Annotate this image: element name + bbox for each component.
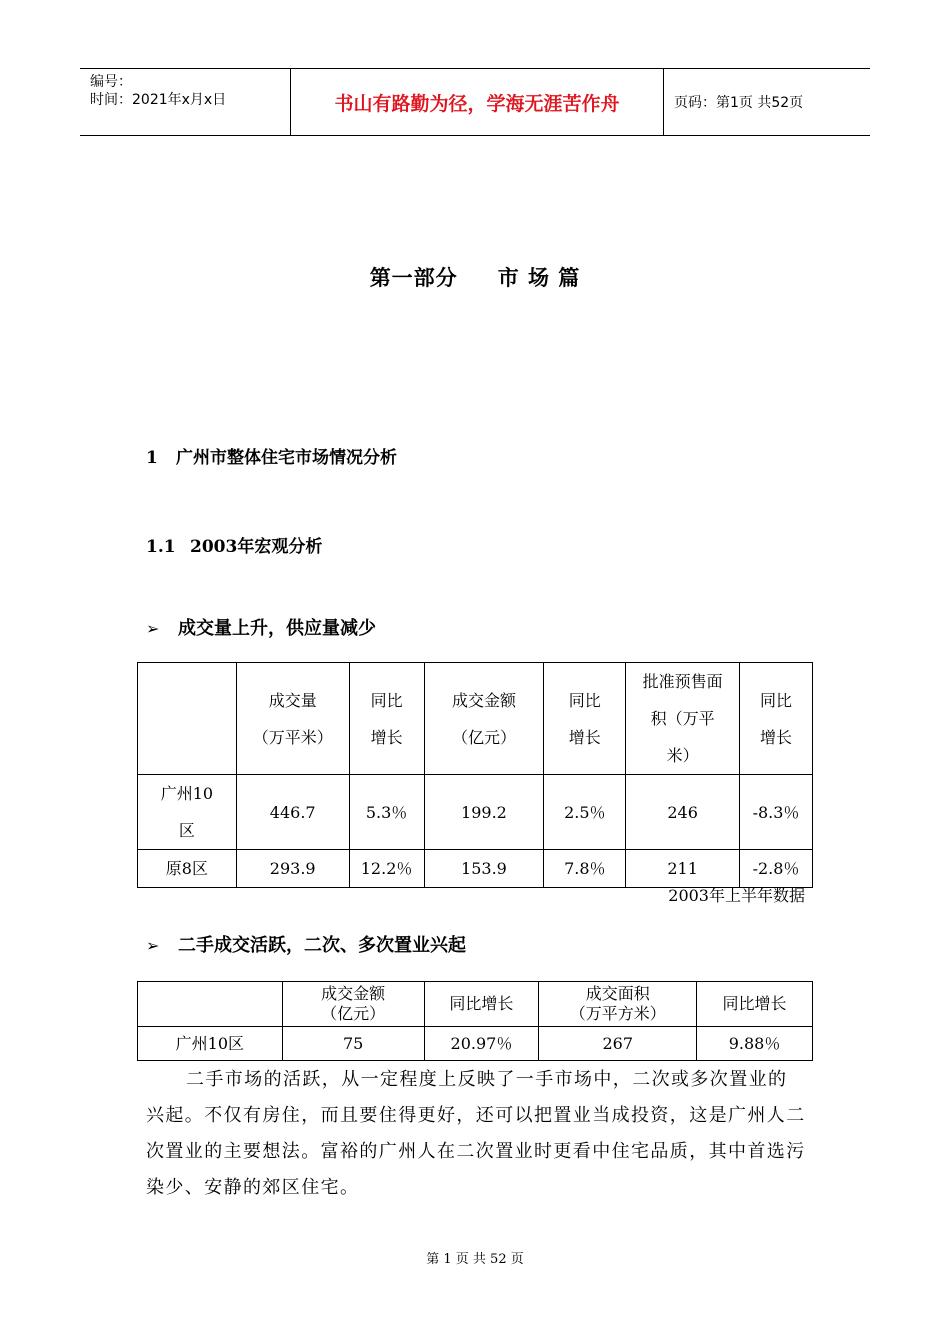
table-header-cell: 成交金额 （亿元） bbox=[424, 663, 544, 775]
table-cell: 246 bbox=[626, 775, 740, 850]
table-cell: 5.3％ bbox=[349, 775, 424, 850]
table-cell: 446.7 bbox=[236, 775, 349, 850]
table-header-cell: 同比增长 bbox=[424, 982, 539, 1027]
table-row bbox=[138, 850, 813, 888]
table-header-cell: 成交金额 （亿元） bbox=[282, 982, 424, 1027]
table-header-cell: 同比 增长 bbox=[349, 663, 424, 775]
table-corner-cell bbox=[138, 982, 283, 1027]
table-header-cell: 批准预售面 积（万平 米） bbox=[626, 663, 740, 775]
table-header-cell: 成交面积 （万平方米） bbox=[539, 982, 697, 1027]
table-cell: 7.8％ bbox=[544, 850, 626, 888]
bullet-2-text: 二手成交活跃，二次、多次置业兴起 bbox=[178, 935, 466, 956]
table-cell: -8.3％ bbox=[740, 775, 813, 850]
header-number-label: 编号： bbox=[90, 74, 132, 90]
header-page-info: 页码：第1页 共52页 bbox=[674, 95, 804, 111]
market-volume-table bbox=[137, 662, 813, 888]
table-cell: 20.97％ bbox=[424, 1027, 539, 1061]
table-cell: -2.8％ bbox=[740, 850, 813, 888]
part-title-left: 第一部分 bbox=[369, 266, 458, 290]
table-cell: 153.9 bbox=[424, 850, 544, 888]
row-label-cell: 广州10 区 bbox=[138, 775, 237, 850]
page-header bbox=[80, 68, 870, 136]
table-header-row bbox=[138, 982, 813, 1027]
table-cell: 75 bbox=[282, 1027, 424, 1061]
section-1-1-number: 1.1 bbox=[146, 537, 176, 557]
section-1-1-heading bbox=[146, 532, 322, 557]
table-cell: 12.2％ bbox=[349, 850, 424, 888]
section-1-1-title: 年宏观分析 bbox=[237, 537, 323, 557]
table-row bbox=[138, 1027, 813, 1061]
table-header-cell: 同比增长 bbox=[697, 982, 813, 1027]
part-title bbox=[0, 262, 950, 292]
table-cell: 199.2 bbox=[424, 775, 544, 850]
table-header-cell: 同比 增长 bbox=[544, 663, 626, 775]
row-label-cell: 广州10区 bbox=[138, 1027, 283, 1061]
section-1-title: 广州市整体住宅市场情况分析 bbox=[176, 448, 397, 468]
header-time-label: 时间：2021年x月x日 bbox=[90, 92, 227, 108]
header-meta bbox=[80, 69, 291, 136]
bullet-transaction-volume bbox=[146, 614, 376, 640]
table-corner-cell bbox=[138, 663, 237, 775]
bullet-1-text: 成交量上升，供应量减少 bbox=[178, 618, 376, 639]
body-paragraph bbox=[146, 1062, 806, 1206]
table-header-cell: 同比 增长 bbox=[740, 663, 813, 775]
section-1-1-year: 2003 bbox=[190, 537, 238, 557]
table-row bbox=[138, 775, 813, 850]
section-1-heading bbox=[146, 443, 397, 468]
bullet-second-hand-market bbox=[146, 931, 466, 957]
table-header-cell: 成交量 （万平米） bbox=[236, 663, 349, 775]
row-label-cell: 原8区 bbox=[138, 850, 237, 888]
part-title-right: 市 场 篇 bbox=[497, 266, 581, 290]
table-cell: 2.5％ bbox=[544, 775, 626, 850]
table-cell: 267 bbox=[539, 1027, 697, 1061]
header-motto: 书山有路勤为径，学海无涯苦作舟 bbox=[291, 69, 664, 136]
paragraph-text: 二手市场的活跃，从一定程度上反映了一手市场中，二次或多次置业的兴起。不仅有房住，而且要住得更好，还可以把置业当成投资，这是广州人二次置业的主要想法。富裕的广州人在二次置业时更看中住宅品质，其中首选污染少、安静的郊区住宅。 bbox=[146, 1069, 806, 1198]
section-1-number: 1 bbox=[146, 448, 158, 468]
page-footer: 第 1 页 共 52 页 bbox=[426, 1252, 524, 1267]
second-hand-table bbox=[137, 981, 813, 1061]
table-cell: 9.88％ bbox=[697, 1027, 813, 1061]
table-1-note: 2003年上半年数据 bbox=[668, 886, 805, 905]
table-header-row bbox=[138, 663, 813, 775]
arrow-bullet-icon: ➢ bbox=[146, 936, 160, 955]
table-cell: 211 bbox=[626, 850, 740, 888]
table-cell: 293.9 bbox=[236, 850, 349, 888]
arrow-bullet-icon: ➢ bbox=[146, 619, 160, 638]
